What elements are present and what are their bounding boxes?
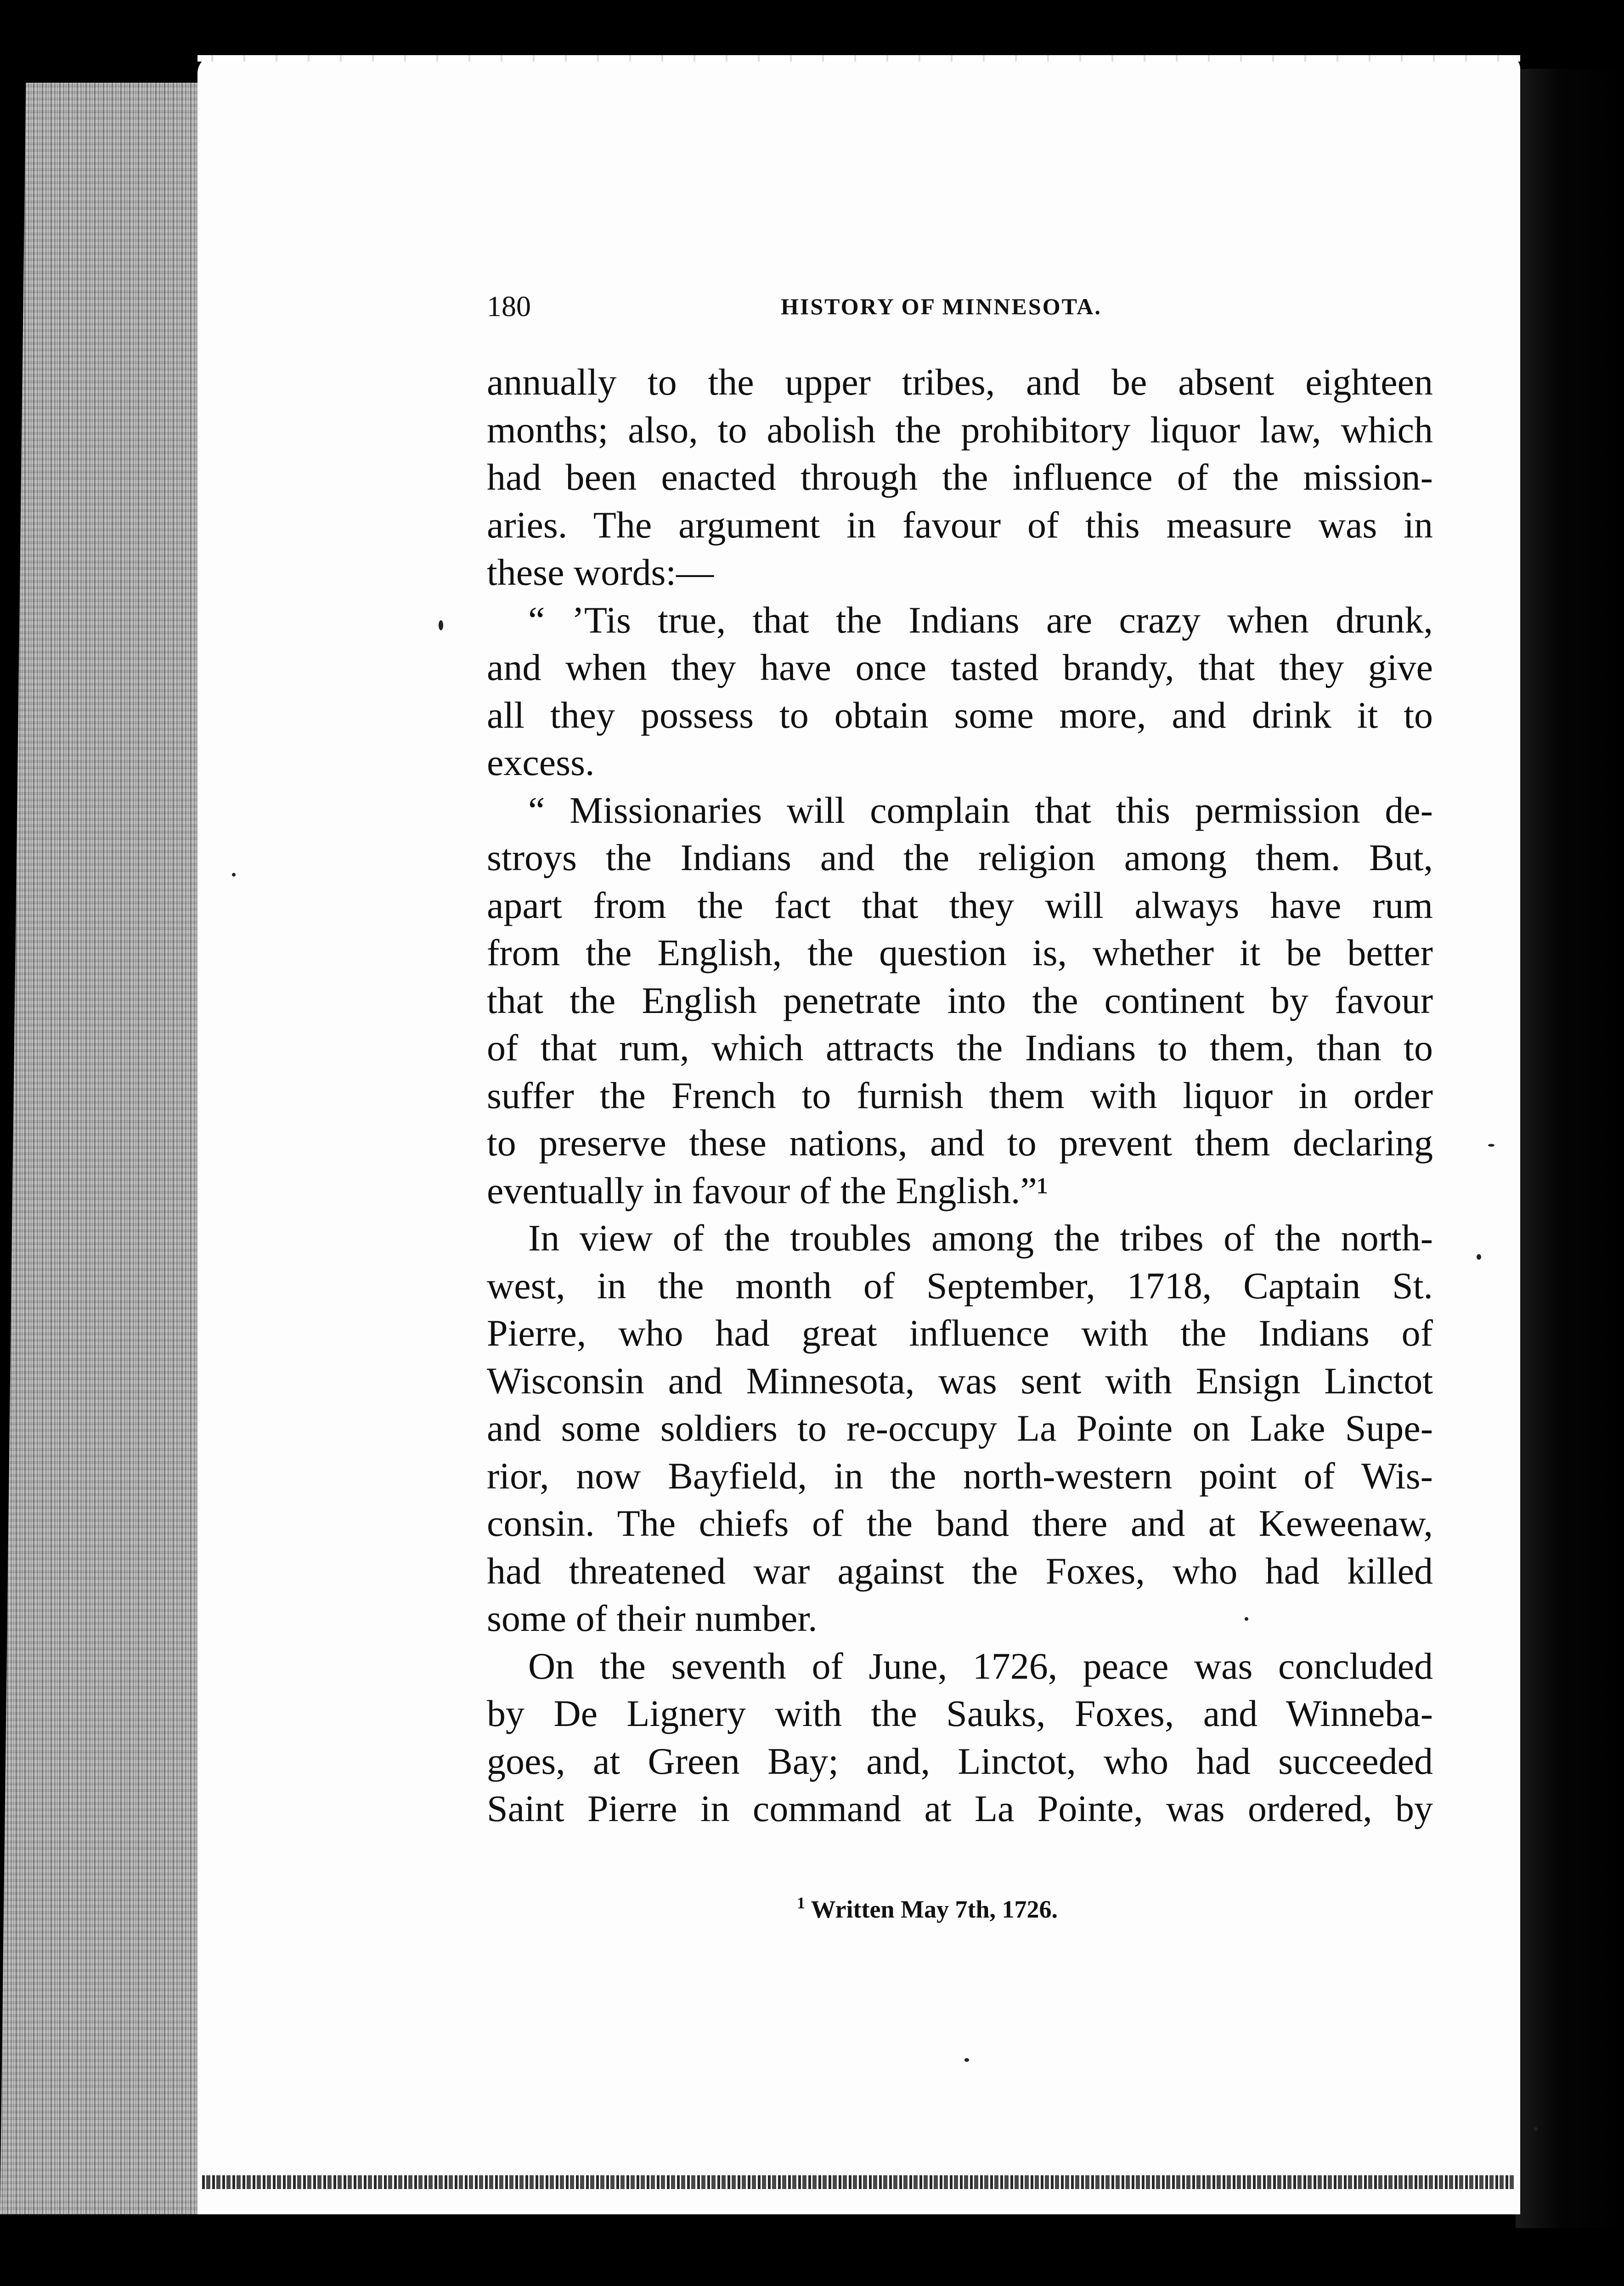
text-line: some of their number. — [487, 1597, 818, 1639]
scan-speck — [1477, 1254, 1481, 1260]
footnote-text: Written May 7th, 1726. — [811, 1896, 1058, 1923]
text-line: excess. — [487, 741, 595, 783]
text-line: of that rum, which attracts the Indians to them, than to — [487, 1027, 1433, 1069]
text-line: by De Lignery with the Sauks, Foxes, and Winneba- — [487, 1692, 1433, 1734]
text-line: consin. The chiefs of the band there and at Keweenaw, — [487, 1502, 1433, 1544]
text-line: stroys the Indians and the religion among them. But, — [487, 837, 1433, 878]
footnote — [797, 1895, 1058, 1924]
text-line: rior, now Bayfield, in the north-western point of Wis- — [487, 1454, 1433, 1497]
text-line: aries. The argument in favour of this measure was in — [487, 504, 1433, 546]
scan-speck — [232, 873, 236, 877]
page-bottom-edge — [202, 2175, 1516, 2189]
text-line: Saint Pierre in command at La Pointe, was ordered, by — [487, 1788, 1433, 1829]
text-line: west, in the month of September, 1718, Captain St. — [487, 1264, 1433, 1307]
body-text — [487, 358, 1433, 1833]
text-line: goes, at Green Bay; and, Linctot, who had succeeded — [487, 1740, 1433, 1782]
text-line: months; also, to abolish the prohibitory liquor law, which — [487, 408, 1433, 451]
scan-speck — [439, 620, 443, 630]
footnote-marker: 1 — [797, 1894, 805, 1912]
page-top-edge — [197, 55, 1520, 62]
text-line: had been enacted through the influence of the mission- — [487, 456, 1433, 498]
text-line: from the English, the question is, whether it be better — [487, 932, 1433, 973]
text-line: Pierre, who had great influence with the Indians of — [487, 1312, 1433, 1354]
book-spine-shadow — [1516, 69, 1624, 2228]
scan-speck — [1488, 1144, 1494, 1147]
text-line: and when they have once tasted brandy, that they give — [487, 646, 1433, 688]
text-line: Wisconsin and Minnesota, was sent with Ensign Linctot — [487, 1359, 1433, 1402]
page-number: 180 — [487, 290, 531, 323]
text-line: apart from the fact that they will always have rum — [487, 884, 1433, 926]
text-line: eventually in favour of the English.”¹ — [487, 1169, 1049, 1211]
text-line: In view of the troubles among the tribes of the north- — [528, 1217, 1433, 1259]
scan-speck — [1245, 1617, 1248, 1621]
text-line: annually to the upper tribes, and be absent eighteen — [487, 361, 1433, 403]
running-head: HISTORY OF MINNESOTA. — [781, 294, 1102, 319]
text-line: suffer the French to furnish them with liquor in order — [487, 1074, 1433, 1116]
text-line: to preserve these nations, and to prevent them declaring — [487, 1122, 1433, 1164]
text-line: “ Missionaries will complain that this permission de- — [528, 789, 1433, 831]
text-line: all they possess to obtain some more, and drink it to — [487, 694, 1433, 736]
text-line: that the English penetrate into the continent by favour — [487, 979, 1433, 1021]
text-line: On the seventh of June, 1726, peace was concluded — [528, 1645, 1433, 1687]
scan-speck — [964, 2058, 969, 2062]
book-page-edges-texture — [0, 83, 216, 2214]
text-line: “ ’Tis true, that the Indians are crazy when drunk, — [528, 599, 1433, 641]
page-header — [487, 289, 1433, 331]
text-line: had threatened war against the Foxes, who had killed — [487, 1550, 1433, 1592]
text-line: and some soldiers to re-occupy La Pointe on Lake Supe- — [487, 1407, 1433, 1449]
text-line: these words:— — [487, 551, 714, 593]
scan-speck — [1534, 2127, 1538, 2131]
